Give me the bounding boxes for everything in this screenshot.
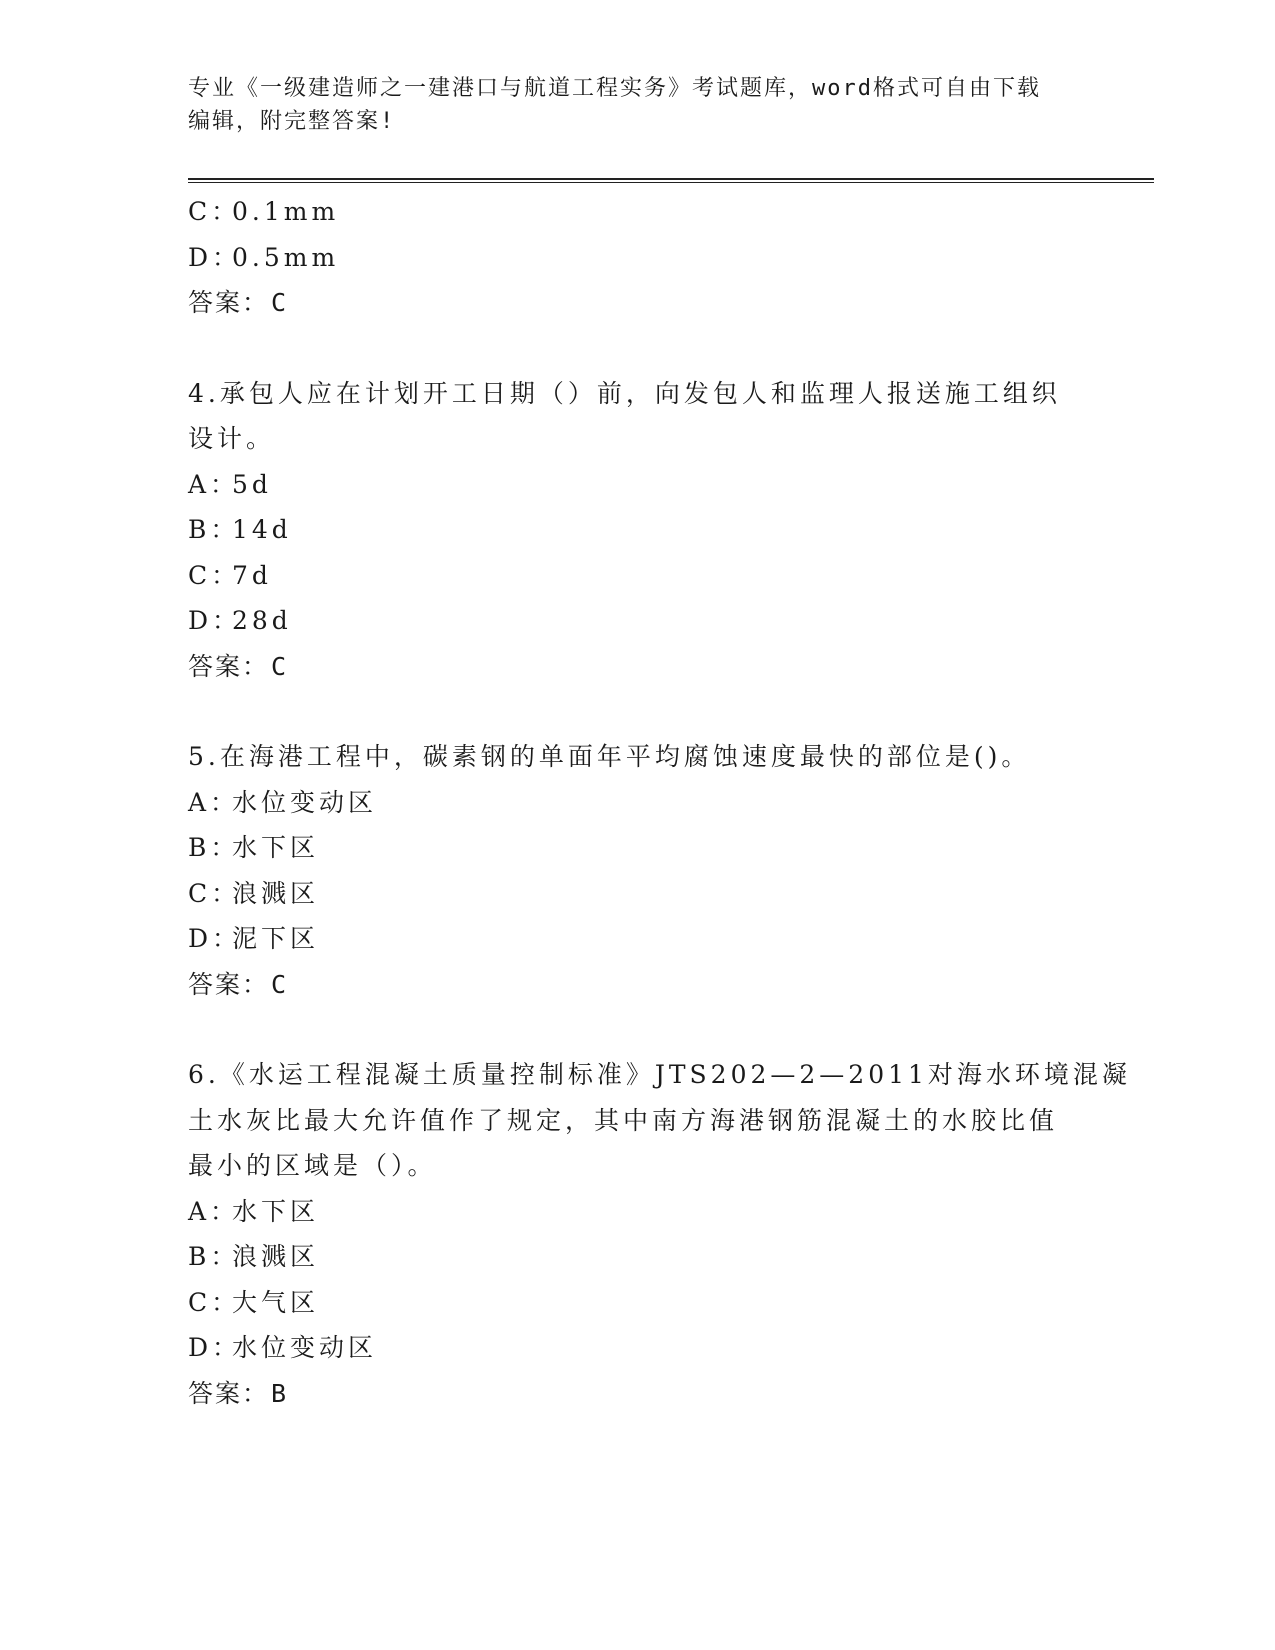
question-4	[188, 371, 1088, 690]
option-d: D：0.5mm	[188, 242, 340, 272]
header-line-2: 编辑，附完整答案!	[188, 109, 396, 134]
option-a: A：5d	[188, 469, 272, 499]
question-stem: 5.在海港工程中，碳素钢的单面年平均腐蚀速度最快的部位是()。	[188, 742, 1031, 771]
option-c: C：0.1mm	[188, 197, 340, 226]
option-a: A：水下区	[188, 1196, 320, 1226]
option-d: D：水位变动区	[188, 1333, 378, 1362]
option-a: A：水位变动区	[188, 787, 378, 817]
option-b: B：14d	[188, 515, 292, 544]
document-body	[188, 189, 1131, 1416]
header-line-1: 专业《一级建造师之一建港口与航道工程实务》考试题库，word格式可自由下载	[188, 76, 1041, 101]
option-c: C：浪溅区	[188, 878, 320, 908]
question-continuation	[188, 189, 1088, 326]
option-c: C：大气区	[188, 1287, 320, 1317]
answer-line: 答案：C	[188, 651, 289, 681]
answer-line: 答案：B	[188, 1378, 289, 1408]
question-5	[188, 734, 1088, 1007]
question-stem: 6.《水运工程混凝土质量控制标准》JTS202—2—2011对海水环境混凝 土水灰比最大允许值作了规定，其中南方海港钢筋混凝土的水胶比值 最小的区域是（）。	[188, 1060, 1131, 1180]
option-d: D：28d	[188, 606, 292, 635]
answer-line: 答案：C	[188, 969, 289, 999]
option-d: D：泥下区	[188, 924, 320, 953]
question-stem: 4.承包人应在计划开工日期（）前，向发包人和监理人报送施工组织 设计。	[188, 378, 1061, 453]
option-b: B：水下区	[188, 833, 320, 862]
page-header	[188, 72, 1088, 138]
option-b: B：浪溅区	[188, 1242, 320, 1271]
header-divider	[188, 178, 1154, 183]
answer-line: 答案：C	[188, 288, 289, 317]
question-6	[188, 1052, 1131, 1416]
option-c: C：7d	[188, 560, 272, 590]
